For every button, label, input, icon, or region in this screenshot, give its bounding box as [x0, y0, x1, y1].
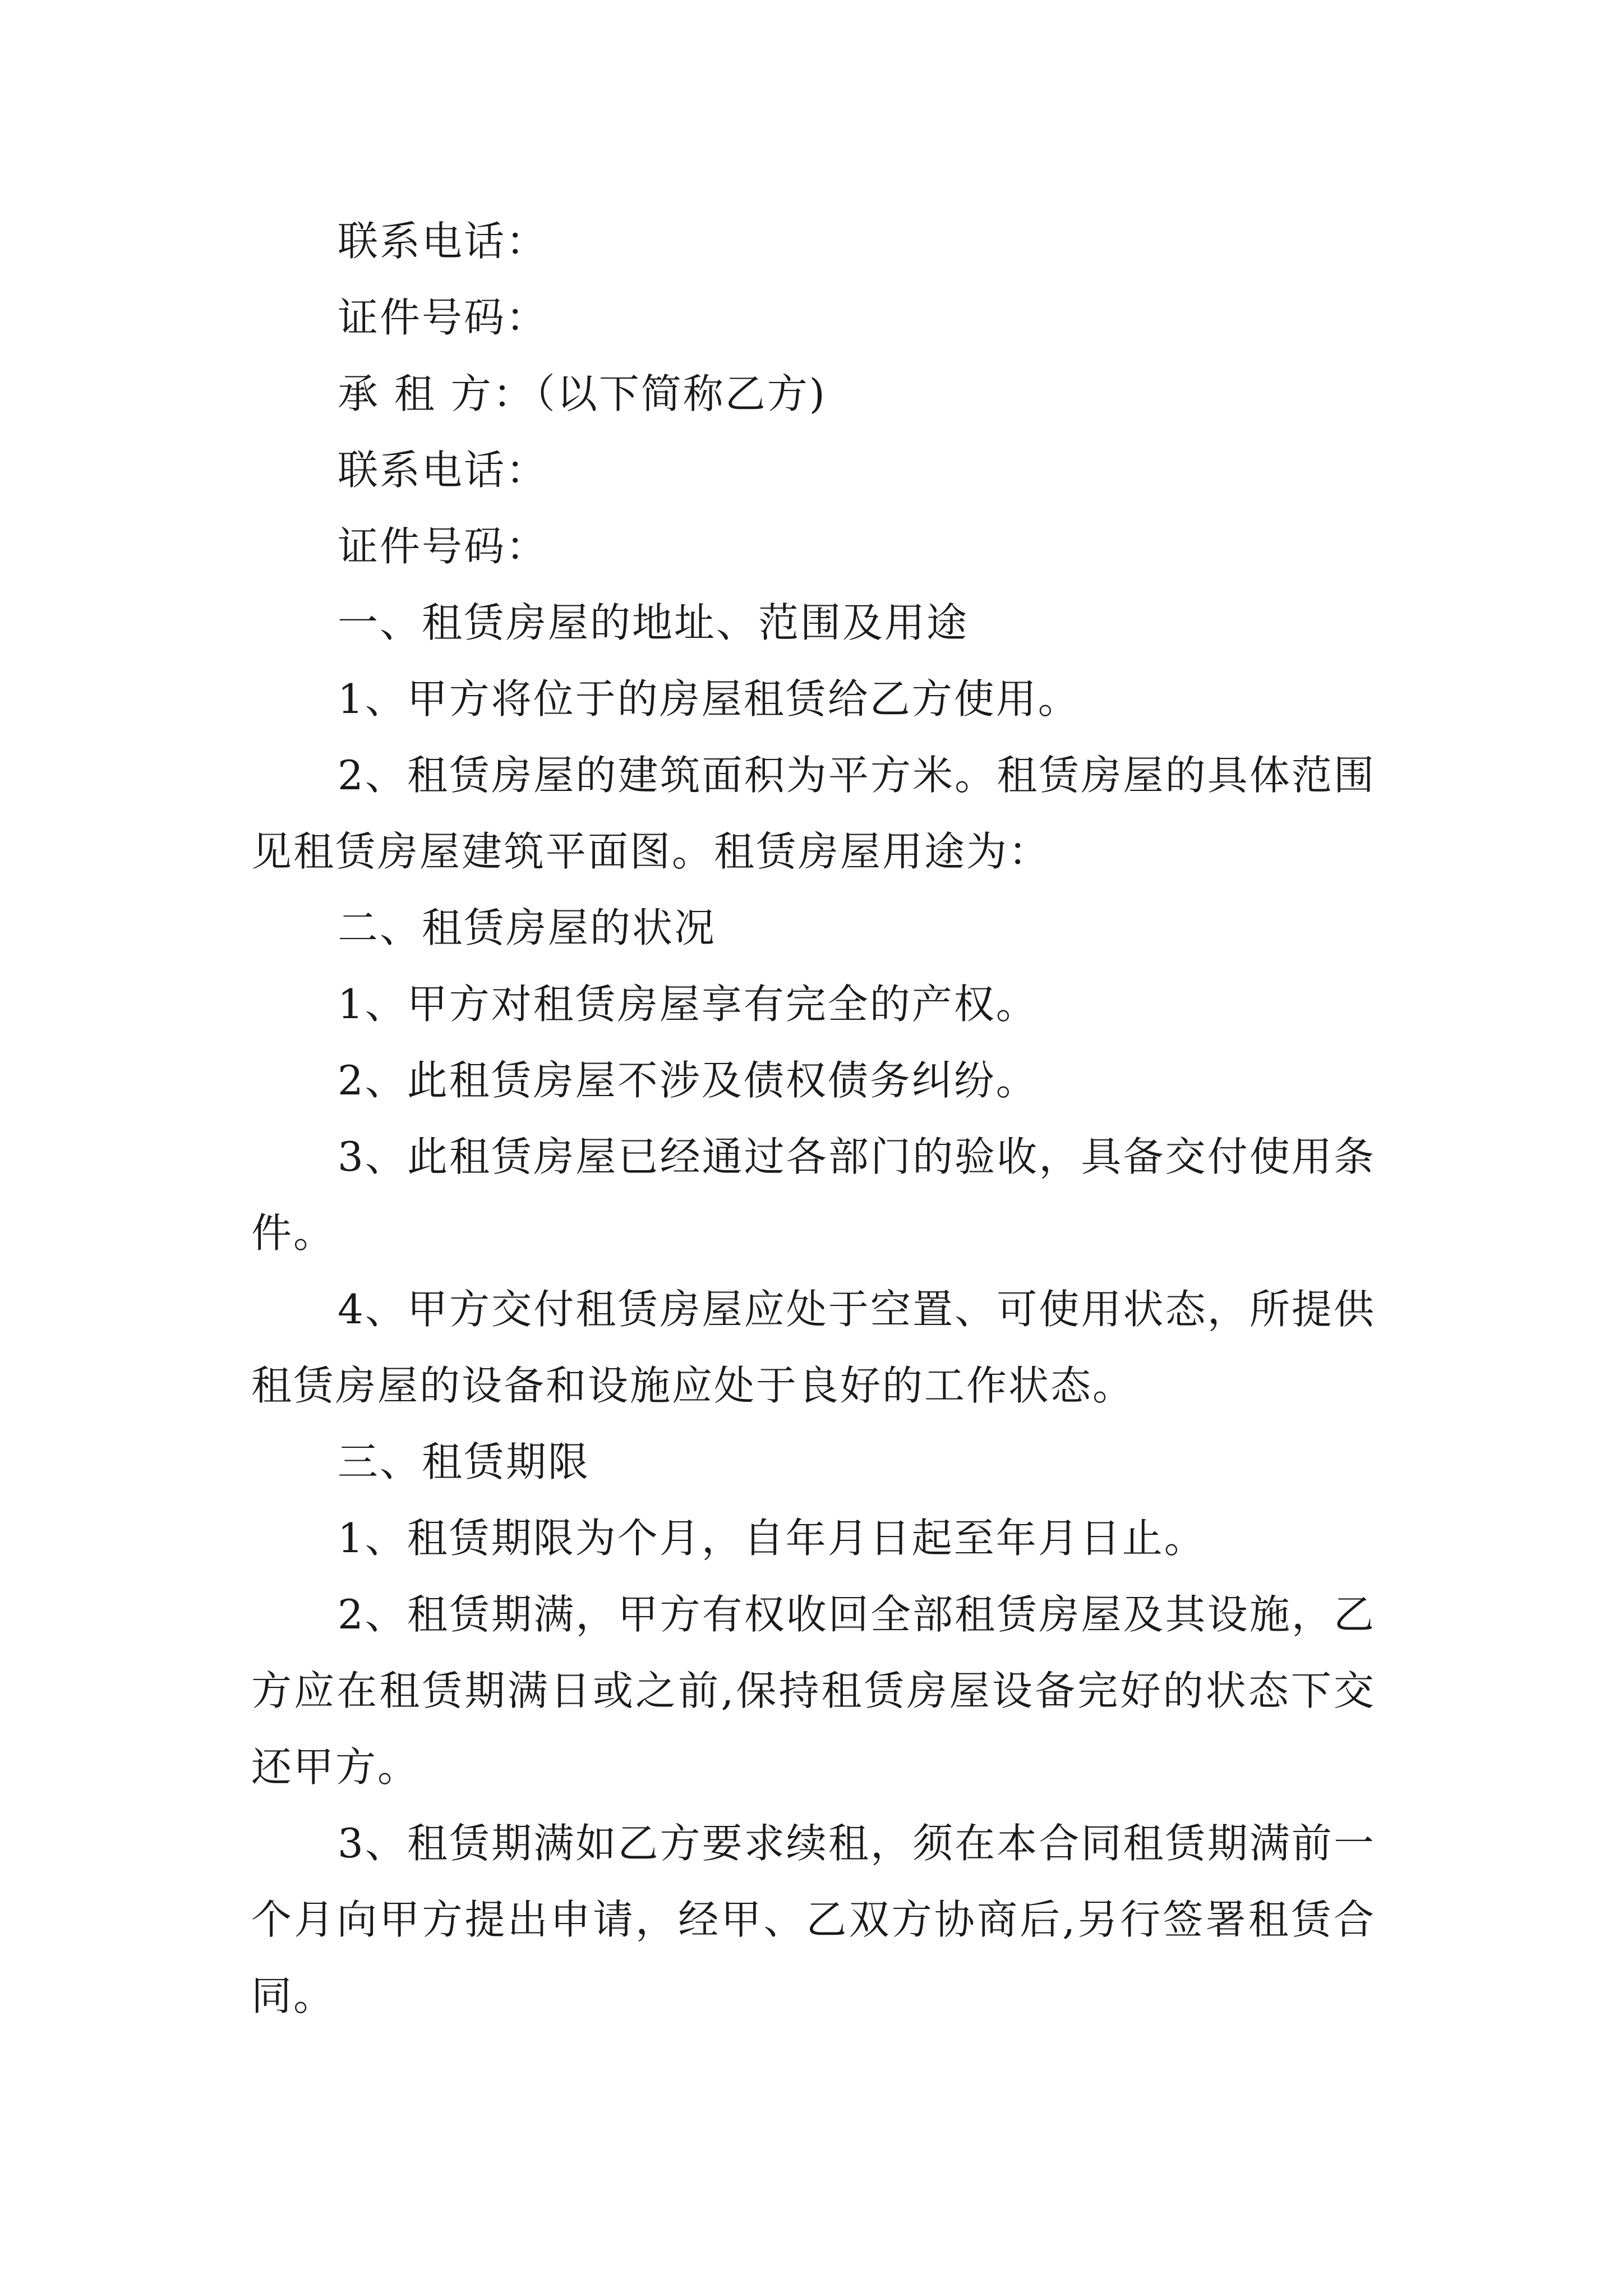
section-heading-1: 一、租赁房屋的地址、范围及用途: [338, 599, 969, 646]
clause-2-3: 3、此租赁房屋已经通过各部门的验收，具备交付使用条件。: [251, 1133, 1376, 1257]
paragraph-lessee: 承 租 方：（以下简称乙方): [338, 370, 827, 417]
clause-1-2: 2、租赁房屋的建筑面积为平方米。租赁房屋的具体范围见租赁房屋建筑平面图。租赁房屋用途为：: [251, 752, 1376, 875]
section-heading-2: 二、租赁房屋的状况: [338, 904, 717, 951]
paragraph-contact-phone-1: 联系电话：: [338, 218, 548, 265]
paragraph-id-number-2: 证件号码：: [338, 523, 548, 570]
document-body: [251, 203, 1376, 2034]
clause-3-1: 1、租赁期限为个月，自年月日起至年月日止。: [338, 1515, 1206, 1562]
clause-3-3: 3、租赁期满如乙方要求续租，须在本合同租赁期满前一个月向甲方提出申请，经甲、乙双方协商后,另行签署租赁合同。: [251, 1820, 1376, 2019]
clause-2-4: 4、甲方交付租赁房屋应处于空置、可使用状态，所提供租赁房屋的设备和设施应处于良好的工作状态。: [251, 1286, 1376, 1409]
section-heading-3: 三、租赁期限: [338, 1438, 591, 1485]
clause-3-2: 2、租赁期满，甲方有权收回全部租赁房屋及其设施，乙方应在租赁期满日或之前,保持租赁房屋设备完好的状态下交还甲方。: [251, 1591, 1376, 1791]
clause-2-1: 1、甲方对租赁房屋享有完全的产权。: [338, 981, 1038, 1028]
clause-2-2: 2、此租赁房屋不涉及债权债务纠纷。: [338, 1057, 1038, 1104]
paragraph-contact-phone-2: 联系电话：: [338, 447, 548, 494]
paragraph-id-number-1: 证件号码：: [338, 294, 548, 341]
clause-1-1: 1、甲方将位于的房屋租赁给乙方使用。: [338, 675, 1080, 723]
